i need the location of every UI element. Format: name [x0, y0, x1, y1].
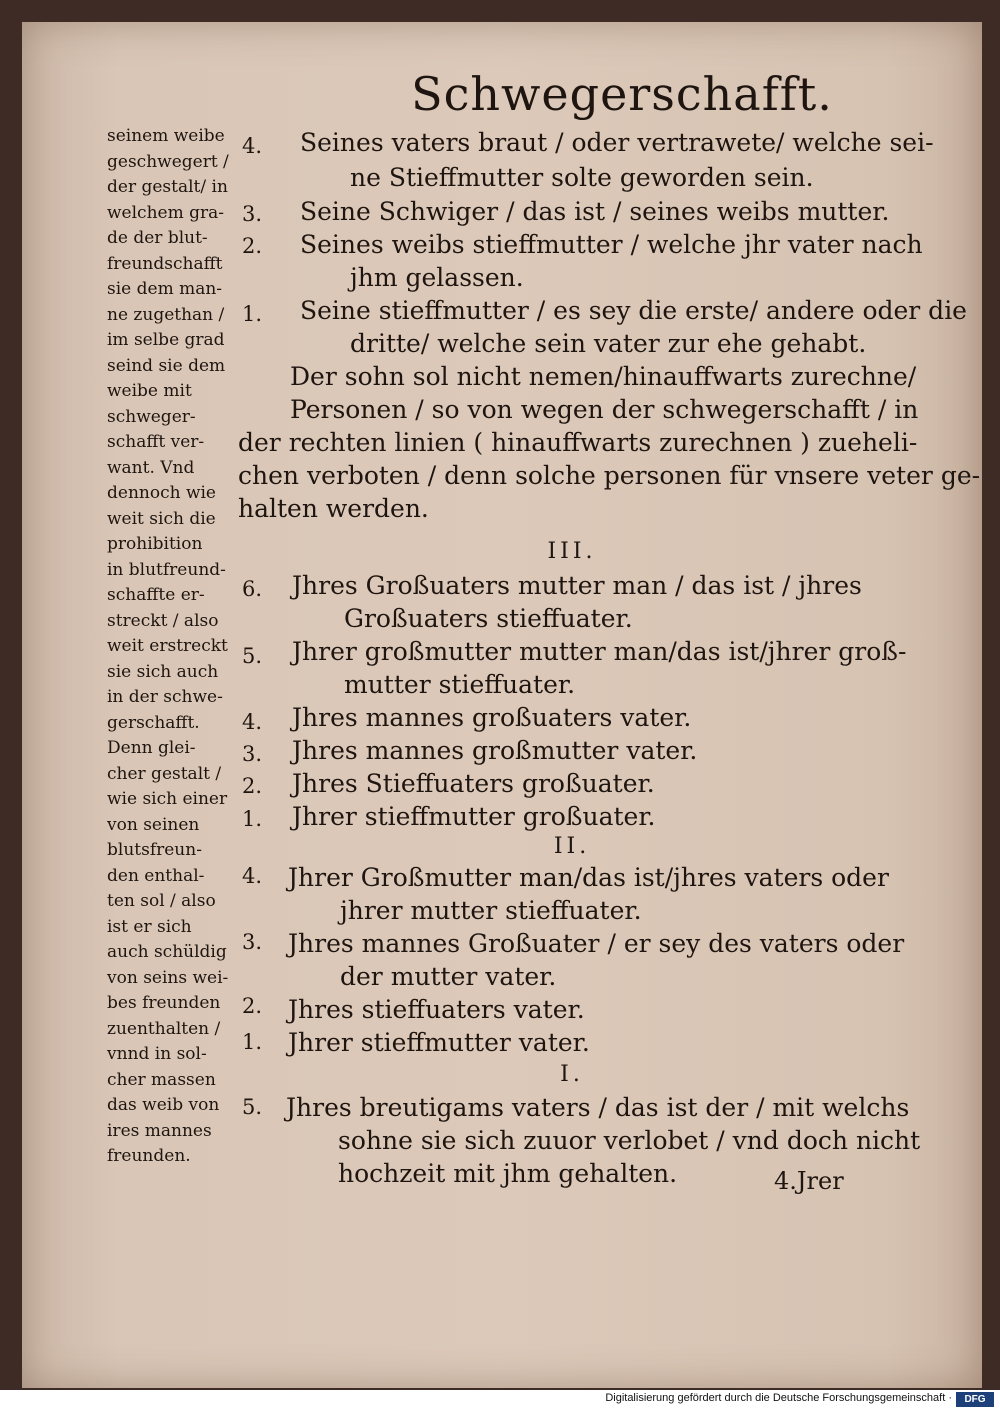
text-line: mutter stieffuater.: [344, 670, 576, 699]
text-line: der mutter vater.: [340, 962, 557, 991]
text-line: Jhres stieffuaters vater.: [288, 995, 585, 1024]
entry-number: 1.: [241, 1030, 263, 1054]
text-line: dritte/ welche sein vater zur ehe gehabt.: [350, 329, 867, 358]
text-line: Seines vaters braut / oder vertrawete/ welche sei-: [300, 128, 934, 157]
entry-number: 2.: [241, 994, 263, 1018]
text-line: jhrer mutter stieffuater.: [340, 896, 642, 925]
text-line: Jhres mannes großmutter vater.: [292, 736, 698, 765]
text-line: Jhres Stieffuaters großuater.: [292, 769, 655, 798]
text-line: Seine Schwiger / das ist / seines weibs mutter.: [300, 197, 890, 226]
entry-number: 4.: [241, 710, 263, 734]
entry-number: 2.: [241, 234, 263, 258]
entry-number: 4.: [241, 134, 263, 158]
entry-number: 3.: [241, 202, 263, 226]
text-line: Jhrer stieffmutter vater.: [288, 1028, 590, 1057]
text-line: Großuaters stieffuater.: [344, 604, 633, 633]
margin-note: seinem weibe geschwegert / der gestalt/ in welchem gra- de der blut- freundschafft sie dem man- ne zugethan / im selbe grad seind sie dem weibe mit schweger- schafft ver- want. Vnd dennoch wie weit sich die prohibition in blutfreund- schaffte er- streckt / also weit erstreckt sie sich auch in der schwe- gerschafft. Denn glei- cher gestalt / wie sich einer von seinen blutsfreun- den enthal- ten sol / also ist er sich auch schüldig von seins wei- bes freunden zuenthalten / vnnd in sol- cher massen das weib von ires mannes freunden.: [107, 126, 229, 1166]
text-line: Der sohn sol nicht nemen/hinauffwarts zurechne/: [290, 362, 917, 391]
text-line: chen verboten / denn solche personen für vnsere veter ge-: [238, 461, 981, 490]
catchword: 4.Jrer: [774, 1167, 844, 1195]
entry-number: 6.: [241, 577, 263, 601]
text-line: Jhrer Großmutter man/das ist/jhres vaters oder: [288, 863, 889, 892]
text-line: Seines weibs stieffmutter / welche jhr vater nach: [300, 230, 923, 259]
text-line: sohne sie sich zuuor verlobet / vnd doch nicht: [338, 1126, 921, 1155]
dfg-logo-icon: DFG: [956, 1392, 994, 1407]
text-line: Jhres Großuaters mutter man / das ist / jhres: [292, 571, 862, 600]
entry-number: 5.: [241, 644, 263, 668]
text-line: hochzeit mit jhm gehalten.: [338, 1159, 678, 1188]
entry-number: 3.: [241, 742, 263, 766]
entry-number: 2.: [241, 774, 263, 798]
text-line: Jhrer großmutter mutter man/das ist/jhrer groß-: [292, 637, 907, 666]
page-title: Schwegerschafft.: [411, 67, 833, 121]
entry-number: 4.: [241, 864, 263, 888]
section-mark: I.: [560, 1062, 584, 1087]
text-line: jhm gelassen.: [350, 263, 524, 292]
entry-number: 3.: [241, 930, 263, 954]
section-mark: III.: [547, 539, 597, 564]
footer-credit: Digitalisierung gefördert durch die Deutsche Forschungsgemeinschaft ·: [605, 1392, 952, 1404]
entry-number: 5.: [241, 1095, 263, 1119]
section-mark: II.: [553, 834, 591, 859]
text-line: Jhres mannes großuaters vater.: [292, 703, 692, 732]
text-line: Personen / so von wegen der schwegerschafft / in: [290, 395, 919, 424]
text-line: Jhres breutigams vaters / das ist der / mit welchs: [286, 1093, 910, 1122]
footer-bar: [0, 1390, 1000, 1410]
text-line: der rechten linien ( hinauffwarts zurechnen ) zueheli-: [238, 428, 918, 457]
text-line: Jhrer stieffmutter großuater.: [292, 802, 656, 831]
text-line: halten werden.: [238, 494, 429, 523]
book-page: [22, 22, 982, 1388]
entry-number: 1.: [241, 807, 263, 831]
text-line: Seine stieffmutter / es sey die erste/ andere oder die: [300, 296, 967, 325]
text-line: ne Stieffmutter solte geworden sein.: [350, 163, 814, 192]
entry-number: 1.: [241, 302, 263, 326]
text-line: Jhres mannes Großuater / er sey des vaters oder: [288, 929, 905, 958]
